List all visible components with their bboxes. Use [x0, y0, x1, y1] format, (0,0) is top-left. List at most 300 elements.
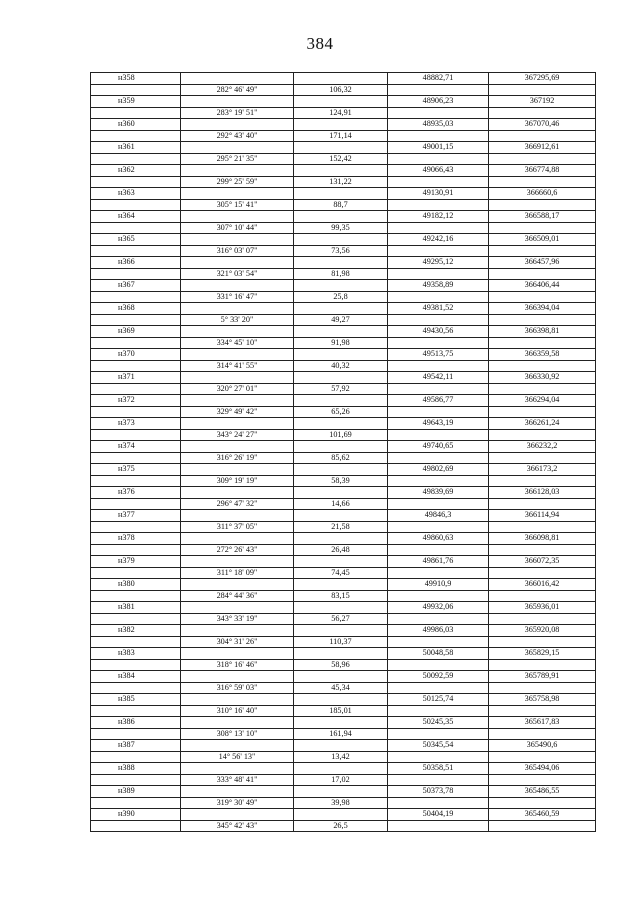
- segment-length: 39,98: [294, 797, 388, 809]
- point-y-coordinate: 366588,17: [489, 211, 596, 223]
- point-empty-angle-cell: [181, 96, 294, 108]
- segment-empty-y-cell: [489, 613, 596, 625]
- segment-direction-angle: 321° 03' 54": [181, 268, 294, 280]
- point-row: [91, 280, 596, 292]
- segment-empty-x-cell: [388, 636, 489, 648]
- point-name: н361: [91, 142, 181, 154]
- segment-empty-y-cell: [489, 820, 596, 832]
- segment-empty-name-cell: [91, 130, 181, 142]
- segment-direction-angle: 331° 16' 47": [181, 291, 294, 303]
- point-empty-length-cell: [294, 441, 388, 453]
- point-x-coordinate: 49910,9: [388, 579, 489, 591]
- point-empty-angle-cell: [181, 119, 294, 131]
- point-y-coordinate: 365920,08: [489, 625, 596, 637]
- point-row: [91, 418, 596, 430]
- point-empty-angle-cell: [181, 809, 294, 821]
- point-empty-length-cell: [294, 740, 388, 752]
- segment-empty-x-cell: [388, 820, 489, 832]
- segment-direction-angle: 334° 45' 10": [181, 337, 294, 349]
- point-name: н370: [91, 349, 181, 361]
- point-name: н358: [91, 73, 181, 85]
- point-empty-angle-cell: [181, 211, 294, 223]
- segment-empty-name-cell: [91, 452, 181, 464]
- point-x-coordinate: 49513,75: [388, 349, 489, 361]
- segment-empty-x-cell: [388, 751, 489, 763]
- point-row: [91, 464, 596, 476]
- point-y-coordinate: 365789,91: [489, 671, 596, 683]
- point-x-coordinate: 49860,63: [388, 533, 489, 545]
- segment-empty-y-cell: [489, 268, 596, 280]
- point-name: н380: [91, 579, 181, 591]
- segment-direction-angle: 283° 19' 51": [181, 107, 294, 119]
- point-x-coordinate: 49182,12: [388, 211, 489, 223]
- segment-empty-y-cell: [489, 544, 596, 556]
- segment-row: [91, 705, 596, 717]
- point-y-coordinate: 365936,01: [489, 602, 596, 614]
- point-empty-angle-cell: [181, 717, 294, 729]
- point-empty-length-cell: [294, 510, 388, 522]
- point-x-coordinate: 50404,19: [388, 809, 489, 821]
- segment-empty-x-cell: [388, 774, 489, 786]
- segment-row: [91, 521, 596, 533]
- coordinates-table: [90, 72, 596, 832]
- point-name: н376: [91, 487, 181, 499]
- segment-row: [91, 475, 596, 487]
- point-empty-angle-cell: [181, 671, 294, 683]
- segment-empty-x-cell: [388, 383, 489, 395]
- point-x-coordinate: 48935,03: [388, 119, 489, 131]
- segment-direction-angle: 309° 19' 19": [181, 475, 294, 487]
- point-empty-length-cell: [294, 349, 388, 361]
- point-empty-angle-cell: [181, 740, 294, 752]
- segment-empty-y-cell: [489, 498, 596, 510]
- segment-empty-x-cell: [388, 153, 489, 165]
- segment-row: [91, 406, 596, 418]
- point-empty-angle-cell: [181, 349, 294, 361]
- segment-empty-x-cell: [388, 176, 489, 188]
- segment-direction-angle: 305° 15' 41": [181, 199, 294, 211]
- segment-empty-x-cell: [388, 199, 489, 211]
- point-empty-length-cell: [294, 556, 388, 568]
- segment-row: [91, 659, 596, 671]
- point-empty-length-cell: [294, 326, 388, 338]
- segment-length: 85,62: [294, 452, 388, 464]
- segment-length: 58,39: [294, 475, 388, 487]
- point-empty-length-cell: [294, 717, 388, 729]
- point-empty-length-cell: [294, 786, 388, 798]
- segment-empty-y-cell: [489, 245, 596, 257]
- segment-row: [91, 291, 596, 303]
- point-empty-length-cell: [294, 165, 388, 177]
- segment-empty-y-cell: [489, 475, 596, 487]
- point-name: н388: [91, 763, 181, 775]
- point-name: н373: [91, 418, 181, 430]
- point-y-coordinate: 366406,44: [489, 280, 596, 292]
- segment-direction-angle: 318° 16' 46": [181, 659, 294, 671]
- point-name: н364: [91, 211, 181, 223]
- point-y-coordinate: 366294,04: [489, 395, 596, 407]
- segment-empty-name-cell: [91, 429, 181, 441]
- point-y-coordinate: 366114,94: [489, 510, 596, 522]
- point-row: [91, 533, 596, 545]
- point-row: [91, 395, 596, 407]
- segment-empty-y-cell: [489, 682, 596, 694]
- segment-empty-y-cell: [489, 107, 596, 119]
- segment-length: 73,56: [294, 245, 388, 257]
- segment-empty-name-cell: [91, 222, 181, 234]
- segment-row: [91, 682, 596, 694]
- point-name: н372: [91, 395, 181, 407]
- segment-row: [91, 613, 596, 625]
- segment-direction-angle: 319° 30' 49": [181, 797, 294, 809]
- point-empty-angle-cell: [181, 418, 294, 430]
- segment-row: [91, 84, 596, 96]
- point-row: [91, 648, 596, 660]
- point-name: н379: [91, 556, 181, 568]
- segment-length: 25,8: [294, 291, 388, 303]
- segment-row: [91, 498, 596, 510]
- segment-direction-angle: 292° 43' 40": [181, 130, 294, 142]
- point-row: [91, 303, 596, 315]
- segment-empty-y-cell: [489, 636, 596, 648]
- segment-row: [91, 590, 596, 602]
- point-name: н374: [91, 441, 181, 453]
- segment-empty-name-cell: [91, 774, 181, 786]
- point-name: н386: [91, 717, 181, 729]
- point-y-coordinate: 366660,6: [489, 188, 596, 200]
- point-empty-length-cell: [294, 395, 388, 407]
- point-empty-length-cell: [294, 73, 388, 85]
- segment-row: [91, 199, 596, 211]
- point-y-coordinate: 366394,04: [489, 303, 596, 315]
- point-empty-length-cell: [294, 96, 388, 108]
- point-empty-length-cell: [294, 464, 388, 476]
- point-x-coordinate: 49643,19: [388, 418, 489, 430]
- point-empty-angle-cell: [181, 763, 294, 775]
- segment-empty-x-cell: [388, 107, 489, 119]
- point-empty-angle-cell: [181, 648, 294, 660]
- segment-row: [91, 107, 596, 119]
- point-empty-length-cell: [294, 234, 388, 246]
- segment-empty-name-cell: [91, 406, 181, 418]
- point-y-coordinate: 365617,83: [489, 717, 596, 729]
- point-row: [91, 510, 596, 522]
- point-empty-angle-cell: [181, 142, 294, 154]
- segment-length: 161,94: [294, 728, 388, 740]
- segment-length: 58,96: [294, 659, 388, 671]
- point-empty-length-cell: [294, 418, 388, 430]
- point-empty-length-cell: [294, 763, 388, 775]
- point-name: н389: [91, 786, 181, 798]
- point-empty-length-cell: [294, 211, 388, 223]
- segment-direction-angle: 304° 31' 26": [181, 636, 294, 648]
- segment-empty-x-cell: [388, 521, 489, 533]
- segment-empty-y-cell: [489, 337, 596, 349]
- point-empty-angle-cell: [181, 487, 294, 499]
- point-empty-angle-cell: [181, 303, 294, 315]
- point-empty-angle-cell: [181, 165, 294, 177]
- point-name: н362: [91, 165, 181, 177]
- segment-length: 40,32: [294, 360, 388, 372]
- point-name: н383: [91, 648, 181, 660]
- point-row: [91, 188, 596, 200]
- segment-empty-name-cell: [91, 636, 181, 648]
- point-x-coordinate: 49586,77: [388, 395, 489, 407]
- point-x-coordinate: 50245,35: [388, 717, 489, 729]
- point-empty-angle-cell: [181, 234, 294, 246]
- segment-row: [91, 268, 596, 280]
- segment-empty-x-cell: [388, 567, 489, 579]
- point-empty-length-cell: [294, 625, 388, 637]
- segment-empty-name-cell: [91, 84, 181, 96]
- point-y-coordinate: 367070,46: [489, 119, 596, 131]
- point-name: н366: [91, 257, 181, 269]
- segment-row: [91, 751, 596, 763]
- segment-empty-x-cell: [388, 429, 489, 441]
- point-y-coordinate: 366457,96: [489, 257, 596, 269]
- point-x-coordinate: 49802,69: [388, 464, 489, 476]
- point-name: н378: [91, 533, 181, 545]
- point-row: [91, 142, 596, 154]
- segment-length: 45,34: [294, 682, 388, 694]
- segment-empty-x-cell: [388, 498, 489, 510]
- point-empty-length-cell: [294, 372, 388, 384]
- segment-length: 81,98: [294, 268, 388, 280]
- segment-length: 83,15: [294, 590, 388, 602]
- segment-direction-angle: 272° 26' 43": [181, 544, 294, 556]
- point-empty-angle-cell: [181, 579, 294, 591]
- segment-length: 185,01: [294, 705, 388, 717]
- segment-empty-y-cell: [489, 452, 596, 464]
- point-x-coordinate: 49542,11: [388, 372, 489, 384]
- segment-empty-name-cell: [91, 107, 181, 119]
- point-x-coordinate: 49740,65: [388, 441, 489, 453]
- point-empty-angle-cell: [181, 188, 294, 200]
- segment-direction-angle: 329° 49' 42": [181, 406, 294, 418]
- point-name: н382: [91, 625, 181, 637]
- point-row: [91, 96, 596, 108]
- point-row: [91, 625, 596, 637]
- segment-empty-name-cell: [91, 176, 181, 188]
- point-name: н375: [91, 464, 181, 476]
- segment-row: [91, 153, 596, 165]
- segment-row: [91, 130, 596, 142]
- point-row: [91, 441, 596, 453]
- segment-row: [91, 774, 596, 786]
- segment-length: 131,22: [294, 176, 388, 188]
- point-x-coordinate: 50345,54: [388, 740, 489, 752]
- segment-empty-name-cell: [91, 268, 181, 280]
- point-row: [91, 671, 596, 683]
- point-empty-length-cell: [294, 142, 388, 154]
- point-empty-angle-cell: [181, 694, 294, 706]
- segment-empty-y-cell: [489, 659, 596, 671]
- segment-direction-angle: 284° 44' 36": [181, 590, 294, 602]
- segment-length: 110,37: [294, 636, 388, 648]
- segment-empty-name-cell: [91, 521, 181, 533]
- segment-empty-name-cell: [91, 544, 181, 556]
- page-number: 384: [306, 34, 334, 53]
- segment-length: 21,58: [294, 521, 388, 533]
- segment-empty-y-cell: [489, 222, 596, 234]
- point-empty-angle-cell: [181, 602, 294, 614]
- point-y-coordinate: 366232,2: [489, 441, 596, 453]
- segment-empty-y-cell: [489, 521, 596, 533]
- coordinates-table-body: [91, 73, 596, 832]
- segment-direction-angle: 14° 56' 13": [181, 751, 294, 763]
- segment-empty-y-cell: [489, 774, 596, 786]
- segment-empty-name-cell: [91, 245, 181, 257]
- point-y-coordinate: 366509,01: [489, 234, 596, 246]
- segment-empty-y-cell: [489, 314, 596, 326]
- point-name: н384: [91, 671, 181, 683]
- segment-empty-x-cell: [388, 544, 489, 556]
- point-x-coordinate: 50373,78: [388, 786, 489, 798]
- segment-length: 56,27: [294, 613, 388, 625]
- point-empty-angle-cell: [181, 326, 294, 338]
- segment-direction-angle: 345° 42' 43": [181, 820, 294, 832]
- segment-empty-name-cell: [91, 613, 181, 625]
- point-name: н385: [91, 694, 181, 706]
- point-name: н359: [91, 96, 181, 108]
- point-x-coordinate: 49430,56: [388, 326, 489, 338]
- segment-length: 17,02: [294, 774, 388, 786]
- segment-empty-x-cell: [388, 84, 489, 96]
- segment-empty-x-cell: [388, 705, 489, 717]
- point-name: н367: [91, 280, 181, 292]
- point-name: н365: [91, 234, 181, 246]
- point-name: н387: [91, 740, 181, 752]
- point-empty-length-cell: [294, 303, 388, 315]
- segment-empty-name-cell: [91, 659, 181, 671]
- point-x-coordinate: 48906,23: [388, 96, 489, 108]
- point-x-coordinate: 50092,59: [388, 671, 489, 683]
- segment-length: 13,42: [294, 751, 388, 763]
- point-empty-angle-cell: [181, 533, 294, 545]
- point-x-coordinate: 49001,15: [388, 142, 489, 154]
- segment-direction-angle: 311° 18' 09": [181, 567, 294, 579]
- point-empty-angle-cell: [181, 786, 294, 798]
- segment-direction-angle: 5° 33' 20": [181, 314, 294, 326]
- segment-row: [91, 728, 596, 740]
- point-empty-angle-cell: [181, 464, 294, 476]
- point-name: н369: [91, 326, 181, 338]
- segment-empty-y-cell: [489, 728, 596, 740]
- segment-empty-name-cell: [91, 291, 181, 303]
- segment-empty-name-cell: [91, 728, 181, 740]
- segment-direction-angle: 308° 13' 10": [181, 728, 294, 740]
- segment-direction-angle: 343° 24' 27": [181, 429, 294, 441]
- point-empty-length-cell: [294, 694, 388, 706]
- segment-row: [91, 176, 596, 188]
- point-empty-angle-cell: [181, 510, 294, 522]
- segment-empty-name-cell: [91, 199, 181, 211]
- segment-direction-angle: 314° 41' 55": [181, 360, 294, 372]
- point-row: [91, 349, 596, 361]
- segment-empty-y-cell: [489, 360, 596, 372]
- segment-empty-name-cell: [91, 337, 181, 349]
- segment-length: 49,27: [294, 314, 388, 326]
- point-empty-angle-cell: [181, 556, 294, 568]
- segment-empty-y-cell: [489, 567, 596, 579]
- point-y-coordinate: 365829,15: [489, 648, 596, 660]
- point-y-coordinate: 366128,03: [489, 487, 596, 499]
- segment-direction-angle: 311° 37' 05": [181, 521, 294, 533]
- segment-direction-angle: 295° 21' 35": [181, 153, 294, 165]
- segment-empty-name-cell: [91, 590, 181, 602]
- point-empty-angle-cell: [181, 395, 294, 407]
- point-x-coordinate: 49932,06: [388, 602, 489, 614]
- point-x-coordinate: 49358,89: [388, 280, 489, 292]
- segment-empty-x-cell: [388, 682, 489, 694]
- point-empty-angle-cell: [181, 257, 294, 269]
- point-row: [91, 717, 596, 729]
- segment-empty-x-cell: [388, 337, 489, 349]
- segment-direction-angle: 296° 47' 32": [181, 498, 294, 510]
- segment-length: 106,32: [294, 84, 388, 96]
- segment-direction-angle: 320° 27' 01": [181, 383, 294, 395]
- segment-row: [91, 544, 596, 556]
- segment-length: 101,69: [294, 429, 388, 441]
- point-y-coordinate: 365758,98: [489, 694, 596, 706]
- point-name: н368: [91, 303, 181, 315]
- point-empty-length-cell: [294, 648, 388, 660]
- point-empty-angle-cell: [181, 280, 294, 292]
- segment-direction-angle: 282° 46' 49": [181, 84, 294, 96]
- point-x-coordinate: 49861,76: [388, 556, 489, 568]
- segment-empty-name-cell: [91, 797, 181, 809]
- segment-empty-x-cell: [388, 130, 489, 142]
- point-row: [91, 556, 596, 568]
- segment-empty-name-cell: [91, 360, 181, 372]
- point-empty-angle-cell: [181, 372, 294, 384]
- segment-direction-angle: 299° 25' 59": [181, 176, 294, 188]
- point-name: н363: [91, 188, 181, 200]
- segment-empty-x-cell: [388, 268, 489, 280]
- segment-empty-name-cell: [91, 153, 181, 165]
- segment-direction-angle: 316° 03' 07": [181, 245, 294, 257]
- point-row: [91, 234, 596, 246]
- point-name: н381: [91, 602, 181, 614]
- segment-length: 88,7: [294, 199, 388, 211]
- segment-empty-y-cell: [489, 705, 596, 717]
- segment-empty-name-cell: [91, 567, 181, 579]
- segment-row: [91, 245, 596, 257]
- point-y-coordinate: 366098,81: [489, 533, 596, 545]
- point-row: [91, 326, 596, 338]
- segment-empty-y-cell: [489, 153, 596, 165]
- point-empty-length-cell: [294, 280, 388, 292]
- segment-empty-x-cell: [388, 659, 489, 671]
- segment-direction-angle: 307° 10' 44": [181, 222, 294, 234]
- segment-length: 124,91: [294, 107, 388, 119]
- segment-empty-y-cell: [489, 590, 596, 602]
- segment-length: 57,92: [294, 383, 388, 395]
- point-x-coordinate: 50125,74: [388, 694, 489, 706]
- segment-row: [91, 337, 596, 349]
- point-x-coordinate: 49295,12: [388, 257, 489, 269]
- point-y-coordinate: 366016,42: [489, 579, 596, 591]
- point-empty-length-cell: [294, 188, 388, 200]
- point-y-coordinate: 365460,59: [489, 809, 596, 821]
- point-y-coordinate: 366330,92: [489, 372, 596, 384]
- segment-empty-y-cell: [489, 176, 596, 188]
- point-x-coordinate: 48882,71: [388, 73, 489, 85]
- point-row: [91, 119, 596, 131]
- point-row: [91, 694, 596, 706]
- segment-length: 65,26: [294, 406, 388, 418]
- segment-row: [91, 383, 596, 395]
